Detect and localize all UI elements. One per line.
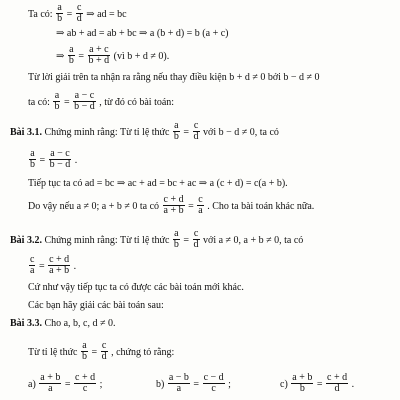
fraction <box>173 121 180 142</box>
numerator: a − c <box>74 90 95 101</box>
denominator: d <box>76 13 82 24</box>
numerator: a + c <box>89 44 109 55</box>
item-b-label: b) <box>156 378 167 390</box>
item-a-rest: ; <box>99 378 103 390</box>
equals: = <box>193 378 202 390</box>
numerator: c <box>101 340 107 351</box>
denominator: b <box>81 351 87 362</box>
line-15-lead: Từ tỉ lệ thức <box>28 346 80 358</box>
numerator: a + b <box>292 372 313 383</box>
fraction <box>88 45 111 66</box>
denominator: b − d <box>49 159 71 170</box>
line-12: Cứ như vậy tiếp tục ta có được các bài toán mới khác. <box>28 282 244 293</box>
problem-3-2-text: Chứng minh rằng: Từ tỉ lệ thức <box>44 234 172 246</box>
numerator: c <box>198 194 203 205</box>
problem-3-1 <box>10 122 279 143</box>
fraction <box>53 91 60 112</box>
denominator: b <box>54 101 60 112</box>
numerator: a <box>57 2 62 13</box>
fraction <box>197 195 203 216</box>
line-1-rest: ⇒ ad = bc <box>86 8 127 20</box>
denominator: a <box>48 383 53 394</box>
denominator: b <box>173 131 179 142</box>
line-3-rest: (vì b + d ≠ 0). <box>113 50 170 62</box>
line-11 <box>28 256 76 277</box>
line-5 <box>28 92 174 113</box>
fraction <box>326 373 348 394</box>
numerator: a <box>82 340 87 351</box>
equals: = <box>64 378 73 390</box>
line-2: ⇒ ab + ad = ab + bc ⇒ a (b + d) = b (a + c) <box>56 28 229 39</box>
line-5-rest: , từ đó có bài toán: <box>99 96 175 108</box>
denominator: b <box>173 239 179 250</box>
numerator: c <box>193 120 199 131</box>
denominator: d <box>334 383 340 394</box>
numerator: c <box>30 254 35 265</box>
line-3-lead: ⇒ <box>56 50 67 62</box>
equals: = <box>188 200 197 212</box>
numerator: c <box>76 2 82 13</box>
fraction <box>163 195 185 216</box>
equals: = <box>316 378 325 390</box>
equals: = <box>183 126 192 138</box>
denominator: b + d <box>88 55 110 66</box>
denominator: d <box>193 131 199 142</box>
fraction <box>81 341 88 362</box>
equals: = <box>66 8 75 20</box>
fraction <box>29 255 35 276</box>
line-15 <box>28 342 174 363</box>
equals: = <box>78 50 87 62</box>
equals: = <box>38 260 48 272</box>
problem-3-1-title: Bài 3.1. <box>10 126 42 138</box>
problem-3-3-text: Cho a, b, c, d ≠ 0. <box>44 318 116 329</box>
numerator: a + b <box>40 372 61 383</box>
denominator: b <box>68 55 74 66</box>
fraction <box>68 45 75 66</box>
item-a-label: a) <box>28 378 39 390</box>
numerator: c <box>193 228 199 239</box>
numerator: a <box>54 90 60 101</box>
denominator: a + b <box>49 265 70 276</box>
denominator: d <box>101 351 107 362</box>
equals: = <box>183 234 192 246</box>
fraction <box>168 373 190 394</box>
line-5-lead: ta có: <box>28 96 53 108</box>
numerator: c − d <box>203 372 224 383</box>
item-a <box>28 374 102 395</box>
denominator: a <box>30 265 35 276</box>
item-b-rest: ; <box>228 378 231 390</box>
line-7 <box>28 150 77 171</box>
denominator: b <box>299 383 305 394</box>
fraction <box>73 91 96 112</box>
denominator: a <box>198 205 203 216</box>
numerator: a − c <box>50 148 70 159</box>
fraction <box>193 229 200 250</box>
line-15-rest: , chứng tỏ rằng: <box>111 346 175 358</box>
fraction <box>76 3 83 24</box>
denominator: d <box>193 239 199 250</box>
problem-3-2-rest: với a ≠ 0, a + b ≠ 0, ta có <box>203 234 304 246</box>
numerator: a <box>174 228 179 239</box>
fraction <box>56 3 63 24</box>
line-9-lead: Do vậy nếu a ≠ 0; a + b ≠ 0 ta có <box>28 200 162 212</box>
line-7-rest: . <box>74 154 78 166</box>
equals: = <box>39 154 48 166</box>
fraction <box>49 149 72 170</box>
problem-3-3 <box>10 318 116 330</box>
item-c-label: c) <box>280 378 291 390</box>
fraction <box>48 255 70 276</box>
fraction <box>39 373 61 394</box>
denominator: c <box>82 383 88 394</box>
denominator: c <box>211 383 216 394</box>
fraction <box>29 149 36 170</box>
problem-3-3-title: Bài 3.3. <box>10 318 42 329</box>
line-1-lead: Ta có: <box>28 8 56 20</box>
item-b <box>156 374 231 395</box>
numerator: c + d <box>327 372 348 383</box>
line-1 <box>28 4 127 25</box>
denominator: b <box>30 159 35 170</box>
numerator: c + d <box>49 254 70 265</box>
item-c <box>280 374 354 395</box>
numerator: c + d <box>163 194 184 205</box>
problem-3-1-text: Chứng minh rằng: Từ tỉ lệ thức <box>44 126 172 138</box>
line-4: Từ lời giải trên ta nhận ra rằng nếu thay điều kiện b + d ≠ 0 bởi b − d ≠ 0 <box>28 72 320 83</box>
denominator: b − d <box>74 101 95 112</box>
numerator: a <box>174 120 179 131</box>
line-8: Tiếp tục ta có ad = bc ⇒ ac + ad = bc + ac ⇒ a (c + d) = c(a + b). <box>28 178 288 189</box>
denominator: a <box>176 383 182 394</box>
numerator: a <box>30 148 35 159</box>
item-c-rest: . <box>351 378 355 390</box>
fraction <box>101 341 108 362</box>
equals: = <box>91 346 100 358</box>
numerator: a − b <box>168 372 189 383</box>
fraction <box>193 121 200 142</box>
problem-3-2-title: Bài 3.2. <box>10 234 42 246</box>
numerator: a <box>69 44 74 55</box>
fraction <box>173 229 180 250</box>
fraction <box>74 373 96 394</box>
line-11-rest: . <box>73 260 77 272</box>
equals: = <box>63 96 73 108</box>
line-9 <box>28 196 314 217</box>
numerator: c + d <box>75 372 96 383</box>
denominator: b <box>57 13 63 24</box>
line-3 <box>56 46 169 67</box>
denominator: a + b <box>163 205 184 216</box>
fraction <box>291 373 313 394</box>
line-13: Các bạn hãy giải các bài toán sau: <box>28 300 164 311</box>
line-9-rest: . Cho ta bài toán khác nữa. <box>207 200 315 212</box>
problem-3-1-rest: với b − d ≠ 0, ta có <box>203 126 279 138</box>
problem-3-2 <box>10 230 303 251</box>
fraction <box>203 373 225 394</box>
